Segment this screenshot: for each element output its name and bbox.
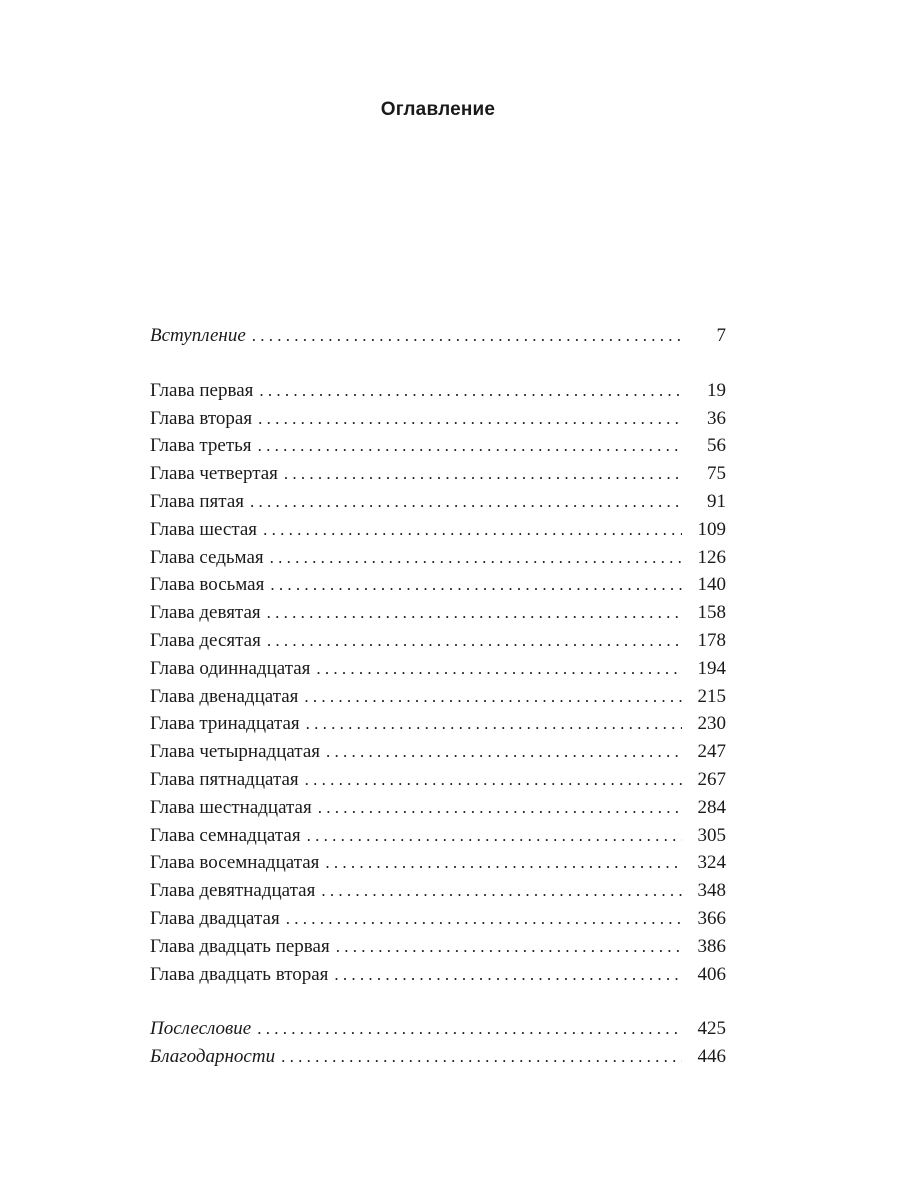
toc-entry-page: 305 xyxy=(697,824,726,846)
dot-leader xyxy=(318,794,682,822)
toc-entry-page: 284 xyxy=(697,796,726,818)
toc-entry-chapter[interactable] xyxy=(150,599,726,627)
toc-entry-afterword[interactable] xyxy=(150,1015,726,1043)
dot-leader xyxy=(252,322,682,350)
toc-entry-chapter[interactable] xyxy=(150,877,726,905)
toc-entry-page: 194 xyxy=(697,657,726,679)
dot-leader xyxy=(281,1043,682,1071)
toc-entry-label: Послесловие xyxy=(150,1018,252,1040)
toc-entry-page: 56 xyxy=(707,435,726,457)
toc-entry-chapter[interactable] xyxy=(150,655,726,683)
toc-entry-chapter[interactable] xyxy=(150,710,726,738)
dot-leader xyxy=(336,933,682,961)
dot-leader xyxy=(325,849,682,877)
toc-entry-label: Глава двенадцатая xyxy=(150,685,299,707)
toc-entry-label: Глава девятнадцатая xyxy=(150,880,316,902)
toc-entry-label: Глава четвертая xyxy=(150,463,278,485)
toc-entry-chapter[interactable] xyxy=(150,961,726,989)
dot-leader xyxy=(267,599,682,627)
toc-entry-label: Глава пятая xyxy=(150,490,244,512)
toc-entry-intro[interactable] xyxy=(150,322,726,350)
toc-entry-label: Глава тринадцатая xyxy=(150,713,300,735)
toc-entry-label: Глава двадцатая xyxy=(150,907,280,929)
toc-entry-chapter[interactable] xyxy=(150,627,726,655)
toc-entry-page: 36 xyxy=(707,407,726,429)
toc-entry-acknowledgements[interactable] xyxy=(150,1043,726,1071)
dot-leader xyxy=(326,738,682,766)
toc-entry-label: Вступление xyxy=(150,325,246,346)
toc-entry-chapter[interactable] xyxy=(150,516,726,544)
dot-leader xyxy=(305,766,682,794)
dot-leader xyxy=(321,877,682,905)
toc-entry-chapter[interactable] xyxy=(150,544,726,572)
dot-leader xyxy=(257,1015,682,1043)
toc-entry-chapter[interactable] xyxy=(150,571,726,599)
toc-entry-label: Глава шестнадцатая xyxy=(150,796,312,818)
toc-entry-page: 91 xyxy=(707,490,726,512)
toc-entry-label: Глава девятая xyxy=(150,602,261,624)
toc-entry-chapter[interactable] xyxy=(150,377,726,405)
toc-entry-label: Глава третья xyxy=(150,435,252,457)
toc-entry-page: 267 xyxy=(697,768,726,790)
toc-entry-page: 348 xyxy=(697,880,726,902)
dot-leader xyxy=(307,822,682,850)
toc-entry-label: Глава пятнадцатая xyxy=(150,768,299,790)
toc-entry-label: Глава двадцать вторая xyxy=(150,963,329,985)
toc-entry-page: 230 xyxy=(697,713,726,735)
toc-entry-label: Глава одиннадцатая xyxy=(150,657,311,679)
dot-leader xyxy=(263,516,682,544)
toc-entry-page: 109 xyxy=(697,518,726,540)
toc-entry-label: Глава шестая xyxy=(150,518,258,540)
toc-entry-page: 7 xyxy=(716,325,726,346)
dot-leader xyxy=(284,460,682,488)
toc-entry-page: 425 xyxy=(697,1018,726,1040)
toc-entry-chapter[interactable] xyxy=(150,794,726,822)
dot-leader xyxy=(270,544,682,572)
toc-entry-page: 158 xyxy=(697,602,726,624)
dot-leader xyxy=(304,683,682,711)
toc-entry-chapter[interactable] xyxy=(150,905,726,933)
toc-entry-chapter[interactable] xyxy=(150,488,726,516)
toc-entry-chapter[interactable] xyxy=(150,766,726,794)
dot-leader xyxy=(259,377,682,405)
dot-leader xyxy=(258,405,682,433)
toc-entry-chapter[interactable] xyxy=(150,432,726,460)
toc-entry-page: 324 xyxy=(697,852,726,874)
toc-entry-label: Глава четырнадцатая xyxy=(150,741,321,763)
toc-entry-chapter[interactable] xyxy=(150,822,726,850)
toc-entry-page: 366 xyxy=(697,907,726,929)
section-gap xyxy=(150,988,726,1015)
toc-entry-label: Глава седьмая xyxy=(150,546,264,568)
toc-entry-label: Глава вторая xyxy=(150,407,253,429)
section-gap xyxy=(150,350,726,377)
chapter-list xyxy=(150,377,726,989)
toc-entry-chapter[interactable] xyxy=(150,933,726,961)
page-title: Оглавление xyxy=(380,99,496,120)
toc-entry-page: 386 xyxy=(697,935,726,957)
toc-entry-label: Глава семнадцатая xyxy=(150,824,301,846)
dot-leader xyxy=(334,961,682,989)
dot-leader xyxy=(316,655,682,683)
toc-entry-page: 140 xyxy=(697,574,726,596)
toc-entry-page: 126 xyxy=(697,546,726,568)
toc-entry-page: 446 xyxy=(697,1046,726,1068)
toc-entry-label: Глава десятая xyxy=(150,629,261,651)
table-of-contents xyxy=(150,322,726,1071)
toc-entry-page: 178 xyxy=(697,629,726,651)
toc-entry-label: Глава восемнадцатая xyxy=(150,852,320,874)
toc-entry-chapter[interactable] xyxy=(150,738,726,766)
toc-entry-chapter[interactable] xyxy=(150,849,726,877)
toc-entry-label: Благодарности xyxy=(150,1046,276,1068)
dot-leader xyxy=(267,627,682,655)
toc-entry-page: 406 xyxy=(697,963,726,985)
toc-entry-page: 75 xyxy=(707,463,726,485)
toc-entry-chapter[interactable] xyxy=(150,683,726,711)
toc-entry-label: Глава первая xyxy=(150,379,254,401)
dot-leader xyxy=(270,571,682,599)
dot-leader xyxy=(306,710,682,738)
toc-entry-chapter[interactable] xyxy=(150,460,726,488)
toc-entry-chapter[interactable] xyxy=(150,405,726,433)
dot-leader xyxy=(258,432,682,460)
toc-entry-page: 19 xyxy=(707,379,726,401)
dot-leader xyxy=(250,488,682,516)
toc-entry-label: Глава восьмая xyxy=(150,574,265,596)
toc-entry-page: 215 xyxy=(697,685,726,707)
toc-entry-label: Глава двадцать первая xyxy=(150,935,330,957)
dot-leader xyxy=(286,905,682,933)
toc-entry-page: 247 xyxy=(697,741,726,763)
